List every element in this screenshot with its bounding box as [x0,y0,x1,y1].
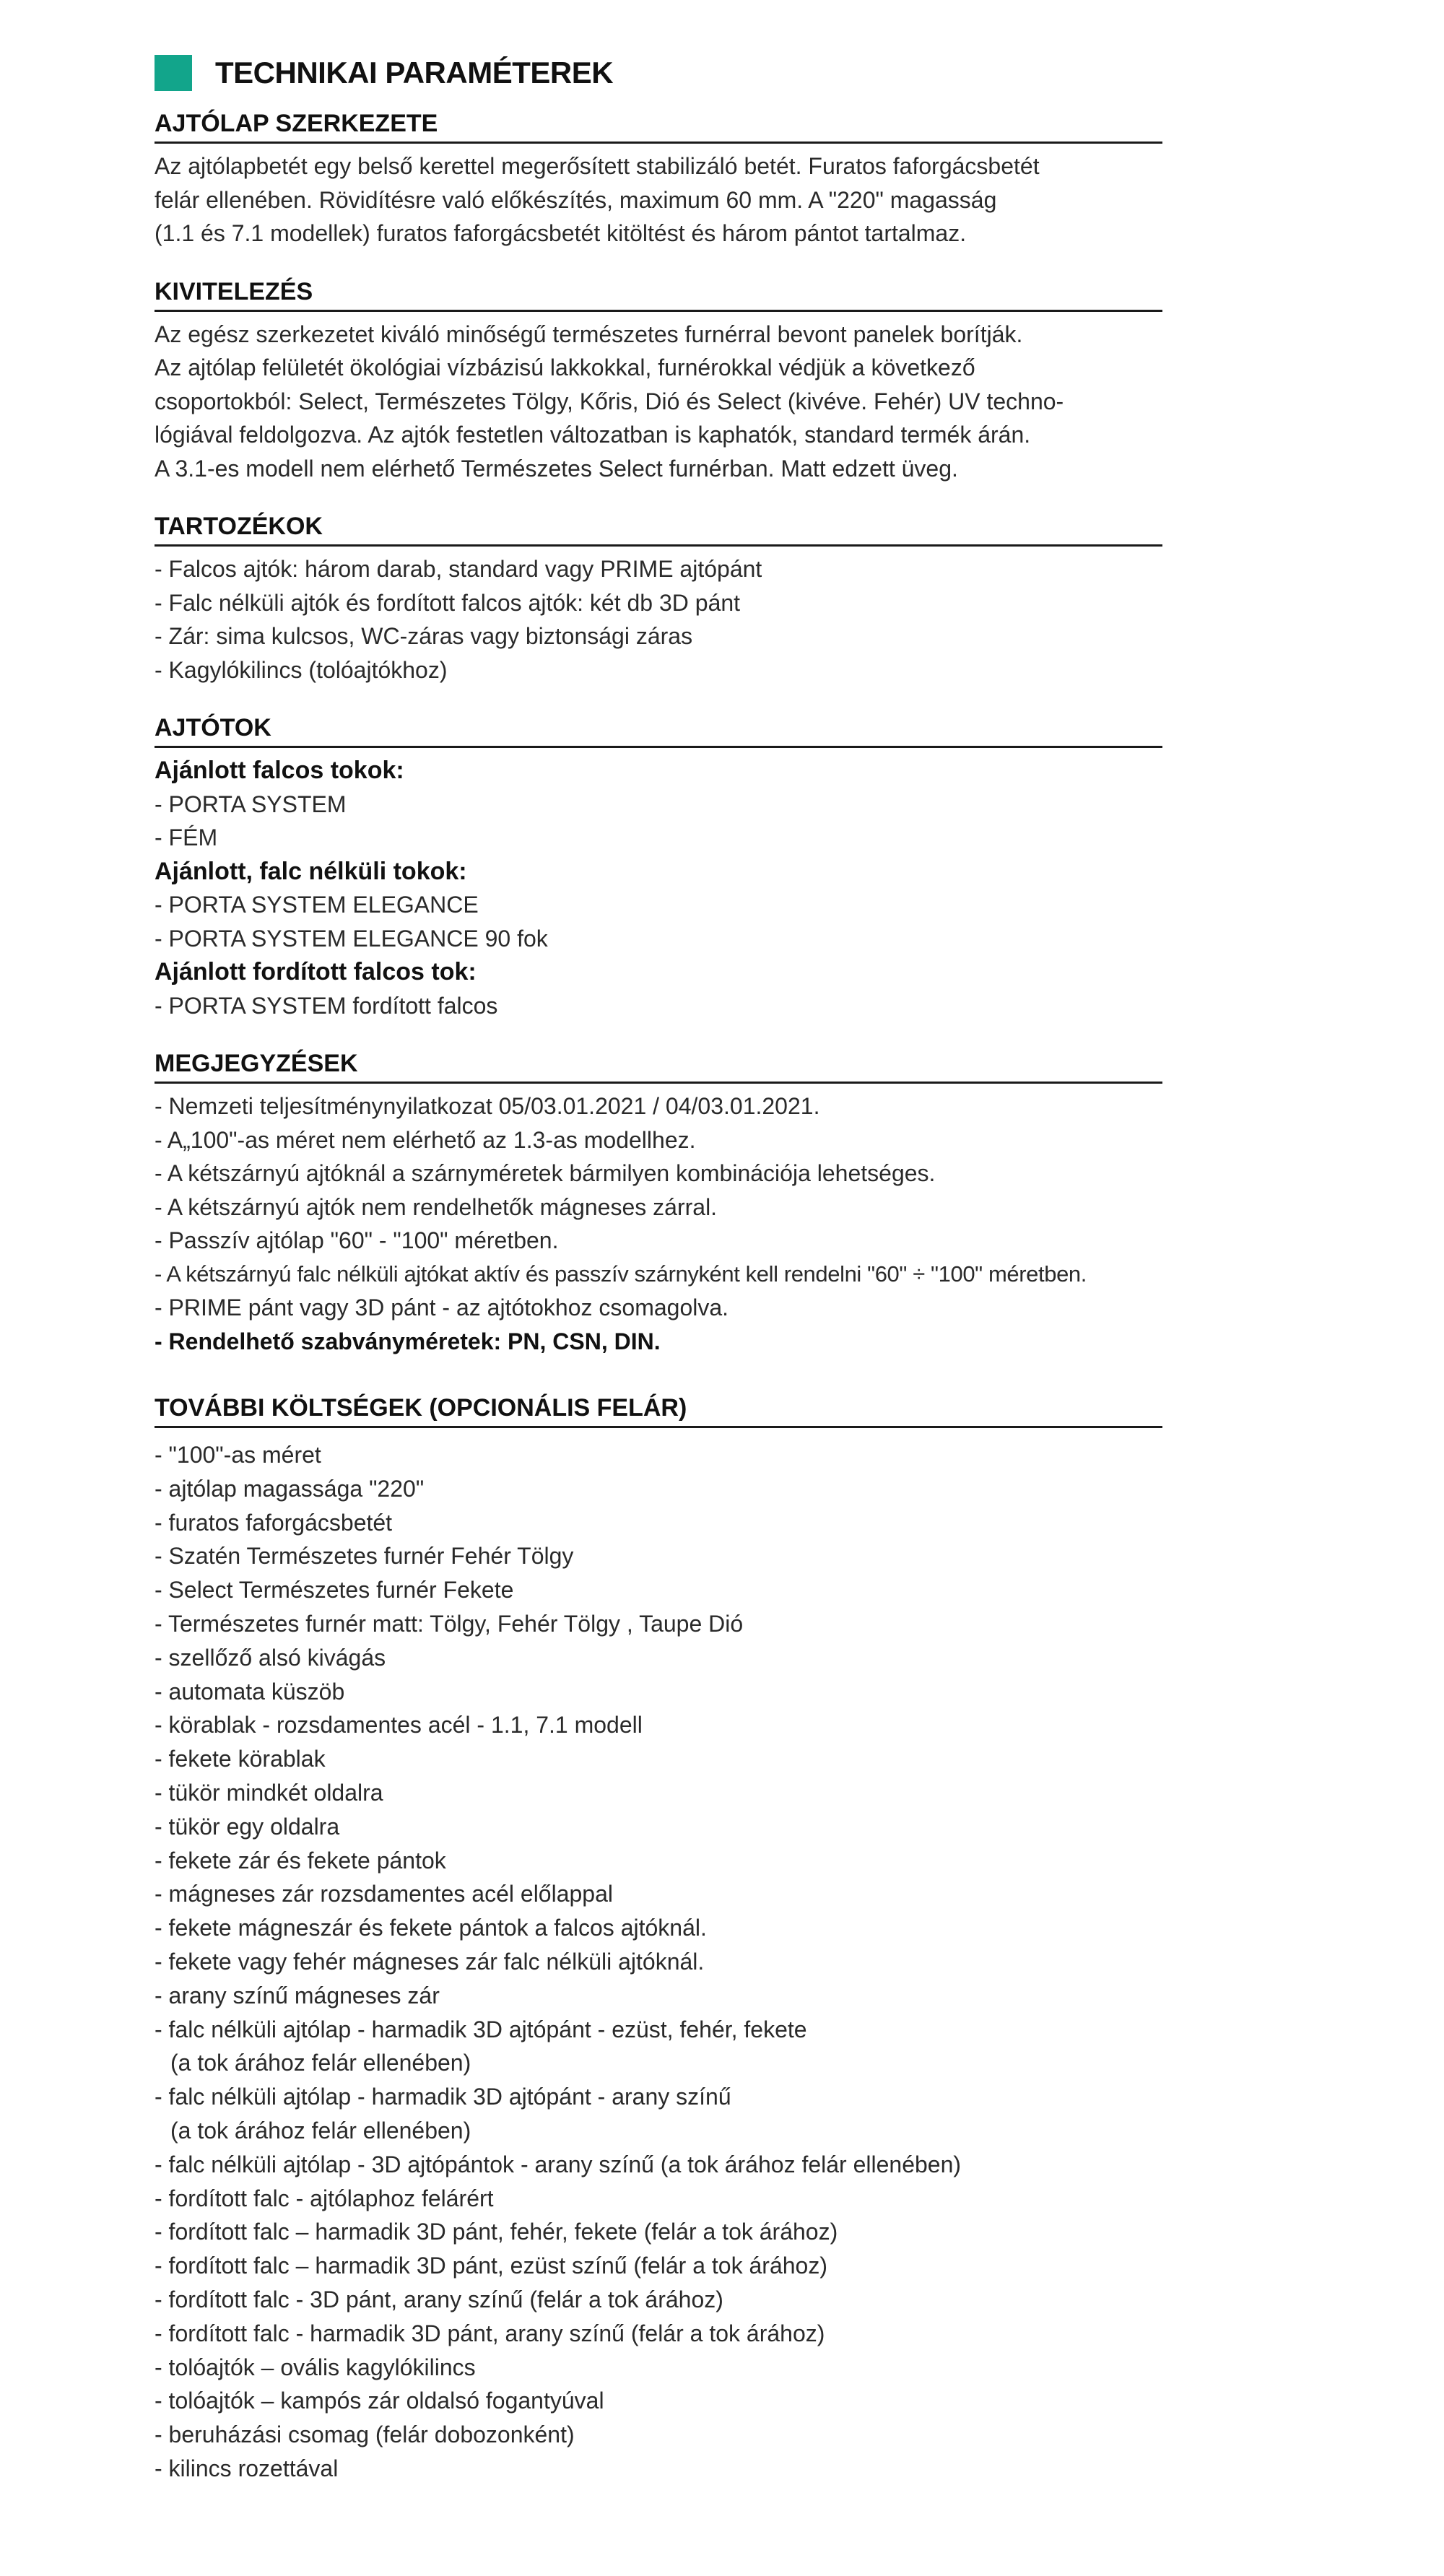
list-item: - szellőző alsó kivágás [155,1644,386,1671]
list-item: - ajtólap magassága "220" [155,1475,425,1502]
list-item: - A kétszárnyú falc nélküli ajtókat aktív és passzív szárnyként kell rendelni "60" ÷ "100" méretben. [155,1261,1087,1287]
list-item: - Nemzeti teljesítménynyilatkozat 05/03.01.2021 / 04/03.01.2021. [155,1093,820,1119]
section-tartozekok [155,511,1162,687]
section-tovabbi-koltsegek [155,1393,1162,2486]
list-item: - furatos faforgácsbetét [155,1509,393,1536]
subheading: Ajánlott falcos tokok: [155,757,404,784]
list-item: - A„100"-as méret nem elérhető az 1.3-as modellhez. [155,1126,696,1153]
list-item: - PORTA SYSTEM ELEGANCE 90 fok [155,925,548,952]
list-item: - kilincs rozettával [155,2455,339,2481]
list-item: - Passzív ajtólap "60" - "100" méretben. [155,1227,559,1253]
title-row [155,53,1162,92]
list-item: - Zár: sima kulcsos, WC-záras vagy biztonsági záras [155,623,693,649]
list-item: - falc nélküli ajtólap - harmadik 3D ajtópánt - arany színű [155,2084,731,2110]
text-line: Az egész szerkezetet kiváló minőségű természetes furnérral bevont panelek borítják. [155,321,1023,347]
list-item: - fekete mágneszár és fekete pántok a falcos ajtóknál. [155,1915,707,1941]
list-item: - A kétszárnyú ajtók nem rendelhetők mágneses zárral. [155,1193,718,1220]
list-item: - arany színű mágneses zár [155,1982,440,2009]
section-heading: TARTOZÉKOK [155,511,1162,547]
section-heading: MEGJEGYZÉSEK [155,1048,1162,1084]
list-item: - falc nélküli ajtólap - harmadik 3D ajtópánt - ezüst, fehér, fekete [155,2016,807,2042]
list-item: - fordított falc - ajtólaphoz felárért [155,2185,494,2211]
list-item: - beruházási csomag (felár dobozonként) [155,2421,575,2448]
page-title: TECHNIKAI PARAMÉTEREK [215,56,614,90]
list-item: - fordított falc – harmadik 3D pánt, ezüst színű (felár a tok árához) [155,2253,827,2279]
text-line: lógiával feldolgozva. Az ajtók festetlen változatban is kaphatók, standard termék árán. [155,422,1031,448]
list-item: - fordított falc - 3D pánt, arany színű (felár a tok árához) [155,2286,723,2312]
list-item: - fekete zár és fekete pántok [155,1847,446,1874]
section-heading: KIVITELEZÉS [155,277,1162,312]
list-item: (a tok árához felár ellenében) [170,2050,471,2076]
list-item: - PORTA SYSTEM [155,791,347,817]
section-heading: AJTÓTOK [155,713,1162,748]
list-item: - PRIME pánt vagy 3D pánt - az ajtótokhoz csomagolva. [155,1294,729,1320]
list-item-bold: - Rendelhető szabványméretek: PN, CSN, DIN. [155,1328,661,1354]
list-item: - Természetes furnér matt: Tölgy, Fehér Tölgy , Taupe Dió [155,1610,744,1637]
list-item: - falc nélküli ajtólap - 3D ajtópántok - arany színű (a tok árához felár ellenében) [155,2151,962,2177]
text-line: felár ellenében. Rövidítésre való előkészítés, maximum 60 mm. A "220" magasság [155,186,997,213]
text-line: A 3.1-es modell nem elérhető Természetes Select furnérban. Matt edzett üveg. [155,455,958,482]
list-item: - A kétszárnyú ajtóknál a szárnyméretek bármilyen kombinációja lehetséges. [155,1160,936,1186]
list-item: - fordított falc – harmadik 3D pánt, fehér, fekete (felár a tok árához) [155,2219,838,2245]
list-item: - Select Természetes furnér Fekete [155,1577,514,1604]
list-item: - körablak - rozsdamentes acél - 1.1, 7.1 modell [155,1712,643,1739]
list-item: - "100"-as méret [155,1442,321,1468]
subheading: Ajánlott, falc nélküli tokok: [155,857,467,885]
list-item: - tükör egy oldalra [155,1813,340,1840]
cost-list [155,1438,1162,2486]
text-line: Az ajtólap felületét ökológiai vízbázisú lakkokkal, furnérokkal védjük a következő [155,354,975,380]
list-item: - fekete körablak [155,1746,326,1772]
list-item: - fekete vagy fehér mágneses zár falc nélküli ajtóknál. [155,1948,705,1975]
section-heading: TOVÁBBI KÖLTSÉGEK (OPCIONÁLIS FELÁR) [155,1393,1162,1428]
section-ajtotok [155,713,1162,1022]
list-item: - Falc nélküli ajtók és fordított falcos ajtók: két db 3D pánt [155,589,741,616]
list-item: - Falcos ajtók: három darab, standard vagy PRIME ajtópánt [155,556,762,582]
section-heading: AJTÓLAP SZERKEZETE [155,108,1162,144]
text-line: csoportokból: Select, Természetes Tölgy, Kőris, Dió és Select (kivéve. Fehér) UV techno- [155,388,1064,414]
document-page [155,53,1162,2512]
text-line: Az ajtólapbetét egy belső kerettel megerősített stabilizáló betét. Furatos faforgácsbetét [155,153,1040,179]
list-item: - automata küszöb [155,1678,345,1705]
text-line: (1.1 és 7.1 modellek) furatos faforgácsbetét kitöltést és három pántot tartalmaz. [155,220,967,246]
list-item: - FÉM [155,824,218,850]
list-item: - PORTA SYSTEM ELEGANCE [155,892,479,918]
list-item: - PORTA SYSTEM fordított falcos [155,992,498,1019]
list-item: - tolóajtók – kampós zár oldalsó fogantyúval [155,2388,604,2414]
list-item: - tükör mindkét oldalra [155,1779,383,1806]
section-text [155,318,1162,486]
section-kivitelezes [155,277,1162,486]
list-item: (a tok árához felár ellenében) [170,2117,471,2144]
section-text [155,149,1162,251]
subheading: Ajánlott fordított falcos tok: [155,958,477,985]
list-item: - Kagylókilincs (tolóajtókhoz) [155,656,448,683]
list-item: - fordított falc - harmadik 3D pánt, arany színű (felár a tok árához) [155,2320,825,2346]
section-ajtolap-szerkezete [155,108,1162,251]
list-item: - mágneses zár rozsdamentes acél előlappal [155,1881,613,1907]
accent-square [155,55,192,91]
section-megjegyzesek [155,1048,1162,1358]
list-item: - tolóajtók – ovális kagylókilincs [155,2354,476,2380]
list-item: - Szatén Természetes furnér Fehér Tölgy [155,1543,574,1570]
